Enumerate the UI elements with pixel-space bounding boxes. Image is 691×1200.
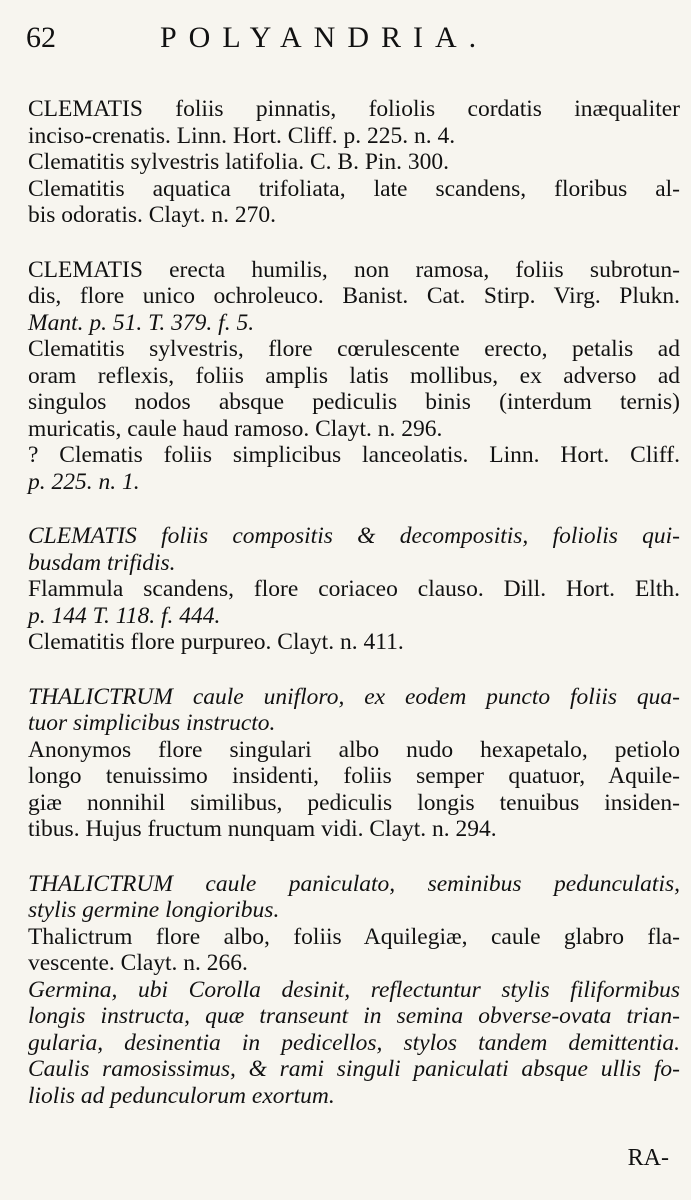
species-entry xyxy=(28,96,680,229)
species-entry xyxy=(28,523,680,656)
page-header xyxy=(26,18,671,58)
text-line: stylis germine longioribus. xyxy=(28,897,280,923)
text-line: busdam trifidis. xyxy=(28,549,176,576)
text-line: inciso-crenatis. Linn. Hort. Cliff. p. 225. n. 4. xyxy=(28,122,456,149)
text-line: muricatis, caule haud ramoso. Clayt. n. 296. xyxy=(28,415,443,442)
text-line: Clematitis aquatica trifoliata, late scandens, floribus al- xyxy=(28,175,680,202)
text-line: Caulis ramosissimus, & rami singuli paniculati absque ullis fo- xyxy=(28,1056,680,1082)
text-line: Clematitis sylvestris latifolia. C. B. Pin. 300. xyxy=(28,149,450,175)
text-line: CLEMATIS erecta humilis, non ramosa, foliis subrotun- xyxy=(28,256,680,283)
text-line: oram reflexis, foliis amplis latis mollibus, ex adverso ad xyxy=(28,362,680,389)
text-line: vescente. Clayt. n. 266. xyxy=(28,950,248,976)
text-line: p. 144 T. 118. f. 444. xyxy=(28,602,221,629)
text-line: Clematitis flore purpureo. Clayt. n. 411. xyxy=(28,629,404,655)
text-line: Germina, ubi Corolla desinit, reflectuntur stylis filiformibus xyxy=(28,976,680,1003)
page-number: 62 xyxy=(26,21,56,54)
catchword: RA- xyxy=(627,1145,669,1171)
text-line: CLEMATIS foliis pinnatis, foliolis cordatis inæqualiter xyxy=(28,96,680,122)
text-line: gularia, desinentia in pedicellos, stylos tandem demittentia. xyxy=(28,1029,680,1056)
text-line: p. 225. n. 1. xyxy=(28,468,140,495)
text-line: dis, flore unico ochroleuco. Banist. Cat. Stirp. Virg. Plukn. xyxy=(28,283,680,309)
text-line: Clematitis sylvestris, flore cœrulescente erecto, petalis ad xyxy=(28,336,680,362)
text-line: Thalictrum flore albo, foliis Aquilegiæ, caule glabro fla- xyxy=(28,923,680,950)
text-line: tuor simplicibus instructo. xyxy=(28,710,276,736)
text-line: Flammula scandens, flore coriaceo clauso. Dill. Hort. Elth. xyxy=(28,576,680,602)
text-line: Anonymos flore singulari albo nudo hexapetalo, petiolo xyxy=(28,736,680,763)
text-line: THALICTRUM caule paniculato, seminibus pedunculatis, xyxy=(28,870,680,897)
running-title: POLYANDRIA. xyxy=(160,21,489,54)
text-line: ? Clematis foliis simplicibus lanceolatis. Linn. Hort. Cliff. xyxy=(28,442,680,468)
text-line: liolis ad pedunculorum exortum. xyxy=(28,1082,335,1109)
species-entry xyxy=(28,871,680,1110)
text-line: singulos nodos absque pediculis binis (interdum ternis) xyxy=(28,389,680,415)
text-line: THALICTRUM caule unifloro, ex eodem puncto foliis qua- xyxy=(28,683,680,710)
species-entries xyxy=(28,96,680,1137)
text-line: tibus. Hujus fructum nunquam vidi. Clayt. n. 294. xyxy=(28,816,497,842)
text-line: giæ nonnihil similibus, pediculis longis tenuibus insiden- xyxy=(28,789,680,816)
species-entry xyxy=(28,684,680,843)
text-line: longis instructa, quæ transeunt in semina obverse-ovata trian- xyxy=(28,1003,680,1029)
species-entry xyxy=(28,257,680,496)
text-line: longo tenuissimo insidenti, foliis semper quatuor, Aquile- xyxy=(28,763,680,789)
text-line: CLEMATIS foliis compositis & decompositis, foliolis qui- xyxy=(28,523,680,549)
text-line: Mant. p. 51. T. 379. f. 5. xyxy=(28,309,255,336)
text-line: bis odoratis. Clayt. n. 270. xyxy=(28,202,277,228)
